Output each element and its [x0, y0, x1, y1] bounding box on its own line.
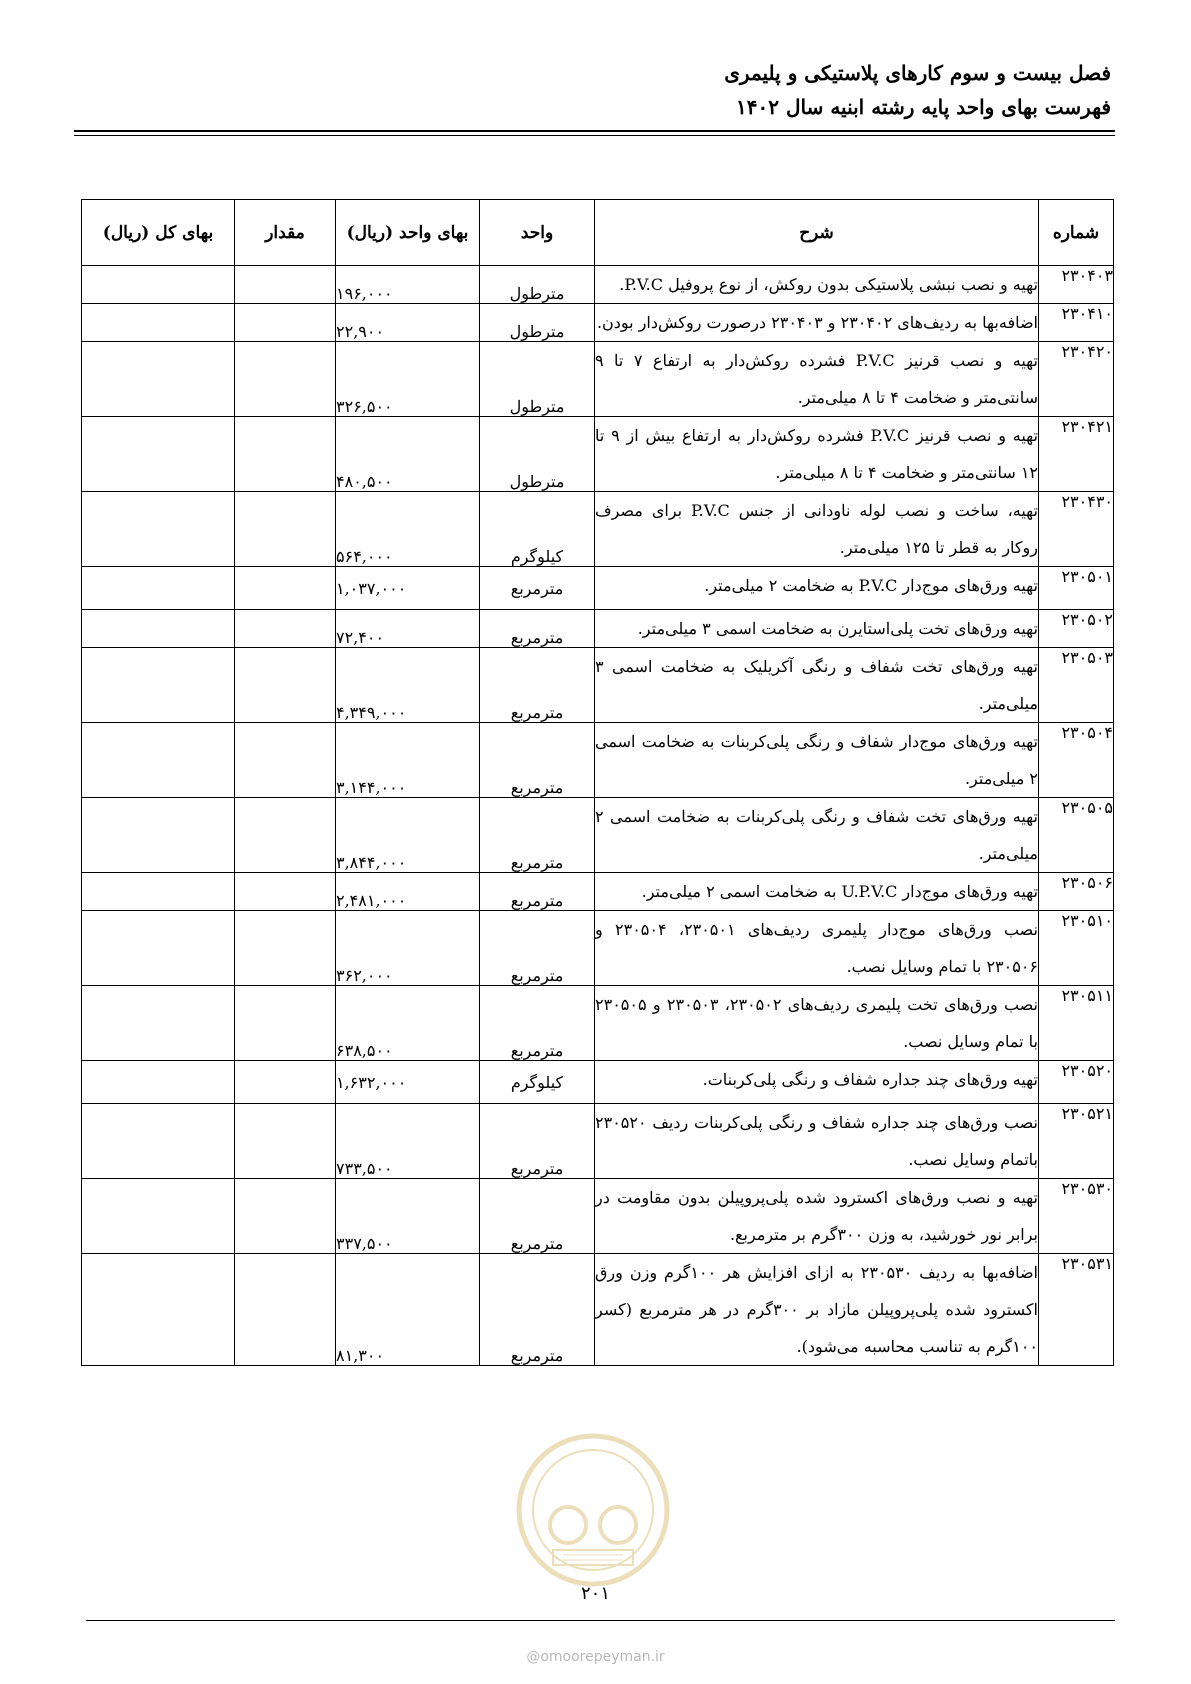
header-unit: واحد	[480, 200, 595, 266]
row-unit-price: ۱۹۶,۰۰۰	[336, 266, 480, 304]
header-quantity: مقدار	[235, 200, 336, 266]
row-unit: مترطول	[480, 342, 595, 417]
table-row	[82, 798, 1114, 873]
row-unit: مترمربع	[480, 986, 595, 1061]
row-quantity	[235, 798, 336, 873]
row-number: ۲۳۰۵۰۲	[1039, 610, 1114, 648]
row-unit-price: ۳۲۶,۵۰۰	[336, 342, 480, 417]
row-description: تهیه، ساخت و نصب لوله ناودانی از جنس P.V.C برای مصرف روکار به قطر تا ۱۲۵ میلی‌متر.	[595, 492, 1039, 567]
table-row	[82, 342, 1114, 417]
row-unit-price: ۷۳۳,۵۰۰	[336, 1104, 480, 1179]
row-description: تهیه و نصب قرنیز P.V.C فشرده روکش‌دار به ارتفاع ۷ تا ۹ سانتی‌متر و ضخامت ۴ تا ۸ میلی‌متر.	[595, 342, 1039, 417]
row-total-price	[82, 911, 235, 986]
row-total-price	[82, 417, 235, 492]
row-unit-price: ۴۸۰,۵۰۰	[336, 417, 480, 492]
row-unit: کیلوگرم	[480, 1061, 595, 1104]
header-unit-price: بهای واحد (ریال)	[336, 200, 480, 266]
row-number: ۲۳۰۴۰۳	[1039, 266, 1114, 304]
row-total-price	[82, 986, 235, 1061]
row-unit-price: ۳۳۷,۵۰۰	[336, 1179, 480, 1254]
row-number: ۲۳۰۵۰۶	[1039, 873, 1114, 911]
row-description: تهیه ورق‌های موج‌دار P.V.C به ضخامت ۲ میلی‌متر.	[595, 567, 1039, 610]
row-unit-price: ۸۱,۳۰۰	[336, 1254, 480, 1366]
table-row	[82, 417, 1114, 492]
row-unit-price: ۳,۱۴۴,۰۰۰	[336, 723, 480, 798]
row-unit: مترمربع	[480, 610, 595, 648]
row-number: ۲۳۰۵۰۵	[1039, 798, 1114, 873]
table-row	[82, 723, 1114, 798]
table-header-row	[82, 200, 1114, 266]
row-description: نصب ورق‌های موج‌دار پلیمری ردیف‌های ۲۳۰۵۰۱، ۲۳۰۵۰۴ و ۲۳۰۵۰۶ با تمام وسایل نصب.	[595, 911, 1039, 986]
row-unit: مترمربع	[480, 723, 595, 798]
row-unit-price: ۵۶۴,۰۰۰	[336, 492, 480, 567]
row-unit-price: ۷۲,۴۰۰	[336, 610, 480, 648]
row-quantity	[235, 648, 336, 723]
row-quantity	[235, 1179, 336, 1254]
row-quantity	[235, 342, 336, 417]
row-description: تهیه ورق‌های موج‌دار شفاف و رنگی پلی‌کربنات به ضخامت اسمی ۲ میلی‌متر.	[595, 723, 1039, 798]
row-total-price	[82, 873, 235, 911]
row-unit-price: ۲۲,۹۰۰	[336, 304, 480, 342]
row-unit: مترمربع	[480, 873, 595, 911]
row-quantity	[235, 610, 336, 648]
row-unit: مترمربع	[480, 567, 595, 610]
row-unit: مترطول	[480, 304, 595, 342]
row-unit-price: ۴,۳۴۹,۰۰۰	[336, 648, 480, 723]
row-description: تهیه ورق‌های تخت پلی‌استایرن به ضخامت اسمی ۳ میلی‌متر.	[595, 610, 1039, 648]
row-total-price	[82, 1254, 235, 1366]
row-total-price	[82, 648, 235, 723]
row-unit-price: ۳,۸۴۴,۰۰۰	[336, 798, 480, 873]
row-quantity	[235, 492, 336, 567]
table-row	[82, 567, 1114, 610]
row-number: ۲۳۰۵۱۱	[1039, 986, 1114, 1061]
row-unit-price: ۲,۴۸۱,۰۰۰	[336, 873, 480, 911]
row-unit: مترمربع	[480, 648, 595, 723]
row-unit: کیلوگرم	[480, 492, 595, 567]
table-row	[82, 266, 1114, 304]
header-total-price: بهای کل (ریال)	[82, 200, 235, 266]
row-quantity	[235, 417, 336, 492]
row-number: ۲۳۰۵۳۰	[1039, 1179, 1114, 1254]
row-unit: مترمربع	[480, 1254, 595, 1366]
table-row	[82, 873, 1114, 911]
table-row	[82, 986, 1114, 1061]
row-unit-price: ۱,۰۳۷,۰۰۰	[336, 567, 480, 610]
row-number: ۲۳۰۵۲۰	[1039, 1061, 1114, 1104]
row-number: ۲۳۰۵۰۱	[1039, 567, 1114, 610]
header-rule-thin	[74, 135, 1115, 136]
row-number: ۲۳۰۵۱۰	[1039, 911, 1114, 986]
row-quantity	[235, 567, 336, 610]
header-description: شرح	[595, 200, 1039, 266]
list-title: فهرست بهای واحد پایه رشته ابنیه سال ۱۴۰۲	[736, 95, 1111, 119]
row-number: ۲۳۰۵۰۳	[1039, 648, 1114, 723]
table-row	[82, 304, 1114, 342]
row-total-price	[82, 798, 235, 873]
row-description: تهیه و نصب نبشی پلاستیکی بدون روکش، از نوع پروفیل P.V.C.	[595, 266, 1039, 304]
row-quantity	[235, 1061, 336, 1104]
table-row	[82, 648, 1114, 723]
page-number: ۲۰۱	[580, 1583, 610, 1604]
row-quantity	[235, 986, 336, 1061]
table-row	[82, 492, 1114, 567]
row-unit: مترمربع	[480, 798, 595, 873]
row-unit: مترطول	[480, 417, 595, 492]
row-description: تهیه و نصب ورق‌های اکسترود شده پلی‌پروپیلن بدون مقاومت در برابر نور خورشید، به وزن ۳۰۰گرم بر مترمربع.	[595, 1179, 1039, 1254]
row-description: اضافه‌بها به ردیف‌های ۲۳۰۴۰۲ و ۲۳۰۴۰۳ درصورت روکش‌دار بودن.	[595, 304, 1039, 342]
row-quantity	[235, 304, 336, 342]
row-total-price	[82, 610, 235, 648]
row-total-price	[82, 1104, 235, 1179]
row-quantity	[235, 873, 336, 911]
row-description: اضافه‌بها به ردیف ۲۳۰۵۳۰ به ازای افزایش هر ۱۰۰گرم وزن ورق اکسترود شده پلی‌پروپیلن مازاد بر ۳۰۰گرم در هر مترمربع (کسر ۱۰۰گرم به تناسب محاسبه می‌شود).	[595, 1254, 1039, 1366]
row-total-price	[82, 723, 235, 798]
table-row	[82, 1254, 1114, 1366]
page-header	[724, 56, 1111, 124]
row-total-price	[82, 266, 235, 304]
row-description: تهیه ورق‌های تخت شفاف و رنگی آکریلیک به ضخامت اسمی ۳ میلی‌متر.	[595, 648, 1039, 723]
row-unit: مترمربع	[480, 1104, 595, 1179]
chapter-title: فصل بیست و سوم کارهای پلاستیکی و پلیمری	[724, 61, 1111, 85]
row-number: ۲۳۰۴۱۰	[1039, 304, 1114, 342]
table-row	[82, 1061, 1114, 1104]
row-unit-price: ۱,۶۳۲,۰۰۰	[336, 1061, 480, 1104]
table-row	[82, 1179, 1114, 1254]
row-number: ۲۳۰۵۰۴	[1039, 723, 1114, 798]
row-quantity	[235, 911, 336, 986]
row-description: نصب ورق‌های چند جداره شفاف و رنگی پلی‌کربنات ردیف ۲۳۰۵۲۰ باتمام وسایل نصب.	[595, 1104, 1039, 1179]
row-total-price	[82, 1061, 235, 1104]
row-quantity	[235, 1104, 336, 1179]
row-number: ۲۳۰۵۲۱	[1039, 1104, 1114, 1179]
row-description: تهیه ورق‌های موج‌دار U.P.V.C به ضخامت اسمی ۲ میلی‌متر.	[595, 873, 1039, 911]
row-quantity	[235, 1254, 336, 1366]
row-quantity	[235, 723, 336, 798]
footer-rule	[86, 1620, 1115, 1621]
row-total-price	[82, 304, 235, 342]
watermark-text: @omoorepeyman.ir	[526, 1649, 665, 1665]
row-unit-price: ۳۶۲,۰۰۰	[336, 911, 480, 986]
row-total-price	[82, 492, 235, 567]
row-description: تهیه ورق‌های تخت شفاف و رنگی پلی‌کربنات به ضخامت اسمی ۲ میلی‌متر.	[595, 798, 1039, 873]
row-number: ۲۳۰۵۳۱	[1039, 1254, 1114, 1366]
row-quantity	[235, 266, 336, 304]
row-number: ۲۳۰۴۳۰	[1039, 492, 1114, 567]
row-number: ۲۳۰۴۲۰	[1039, 342, 1114, 417]
row-total-price	[82, 567, 235, 610]
row-unit: مترمربع	[480, 911, 595, 986]
row-description: نصب ورق‌های تخت پلیمری ردیف‌های ۲۳۰۵۰۲، ۲۳۰۵۰۳ و ۲۳۰۵۰۵ با تمام وسایل نصب.	[595, 986, 1039, 1061]
row-total-price	[82, 342, 235, 417]
table-row	[82, 911, 1114, 986]
header-rule-thick	[74, 130, 1115, 132]
watermark-seal-icon	[513, 1430, 673, 1590]
row-total-price	[82, 1179, 235, 1254]
row-unit-price: ۶۳۸,۵۰۰	[336, 986, 480, 1061]
table-row	[82, 1104, 1114, 1179]
row-description: تهیه و نصب قرنیز P.V.C فشرده روکش‌دار به ارتفاع بیش از ۹ تا ۱۲ سانتی‌متر و ضخامت ۴ تا ۸ میلی‌متر.	[595, 417, 1039, 492]
row-number: ۲۳۰۴۲۱	[1039, 417, 1114, 492]
price-table	[81, 199, 1114, 1366]
table-row	[82, 610, 1114, 648]
row-description: تهیه ورق‌های چند جداره شفاف و رنگی پلی‌کربنات.	[595, 1061, 1039, 1104]
row-unit: مترطول	[480, 266, 595, 304]
header-number: شماره	[1039, 200, 1114, 266]
row-unit: مترمربع	[480, 1179, 595, 1254]
